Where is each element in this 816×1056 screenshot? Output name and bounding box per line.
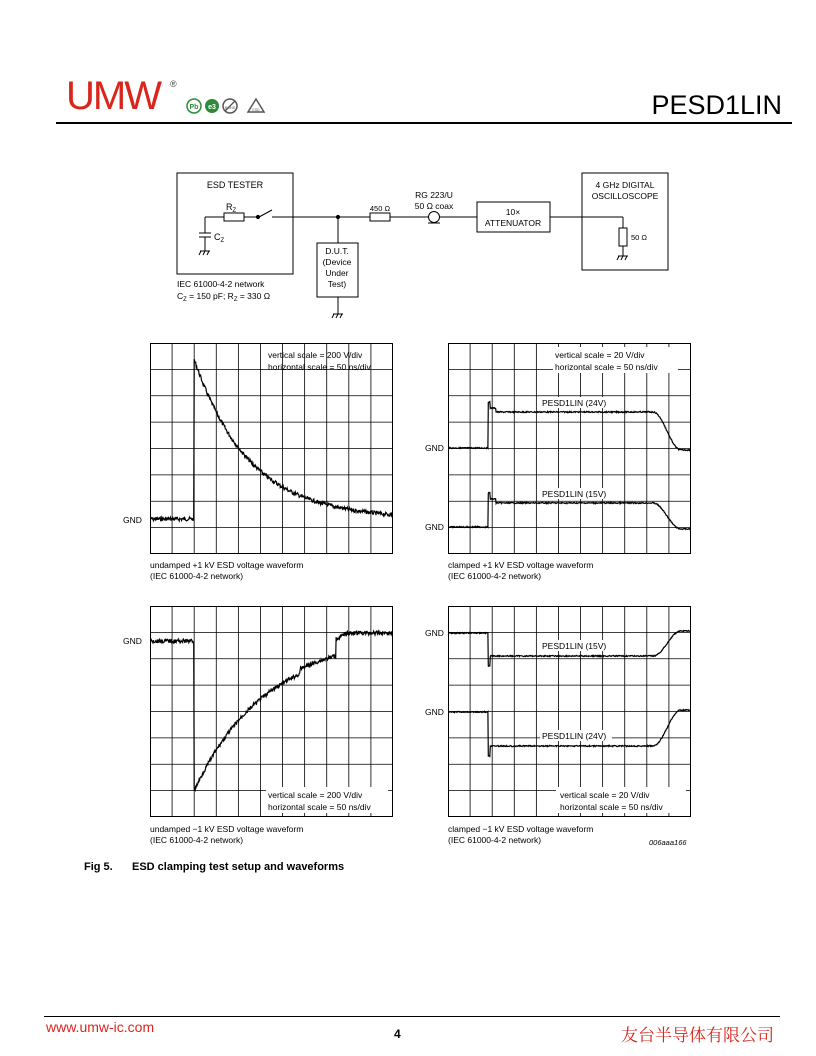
figure-number: Fig 5. — [84, 861, 113, 873]
horizontal-scale: horizontal scale = 50 ns/div — [268, 802, 371, 812]
gnd-label-tr-2: GND — [425, 522, 444, 532]
caption-tl-1: undamped +1 kV ESD voltage waveform — [150, 560, 304, 570]
page-number: 4 — [394, 1027, 401, 1041]
vertical-scale: vertical scale = 20 V/div — [555, 350, 645, 360]
rz-resistor — [224, 213, 244, 221]
esd-tester-label: ESD TESTER — [206, 180, 264, 190]
resistor-450 — [370, 213, 390, 221]
scope-label-1: 4 GHz DIGITAL — [595, 180, 655, 190]
caption-tr-2: (IEC 61000-4-2 network) — [448, 571, 542, 581]
horizontal-scale: horizontal scale = 50 ns/div — [560, 802, 663, 812]
brand-logo: UMW — [66, 74, 160, 118]
pb-label: Pb — [189, 104, 199, 111]
figure-title: ESD clamping test setup and waveforms — [132, 861, 345, 873]
waveform-trace — [150, 359, 393, 521]
scope-label-2: OSCILLOSCOPE — [591, 191, 659, 201]
coax-connector — [429, 212, 440, 223]
plot-undamped-positive — [150, 343, 393, 554]
plot-grid — [150, 606, 393, 817]
footer-divider — [44, 1016, 780, 1017]
dut-label-3: Under — [325, 268, 349, 278]
attenuator-label-2: ATTENUATOR — [484, 218, 542, 228]
plot-clamped-positive — [448, 343, 691, 554]
discharge-switch — [259, 210, 272, 217]
vertical-scale: vertical scale = 20 V/div — [560, 790, 650, 800]
resistor-450-label: 450 Ω — [369, 204, 391, 213]
horizontal-scale: horizontal scale = 50 ns/div — [268, 362, 371, 372]
rz-label: $R_Z$ — [226, 202, 237, 214]
registered-mark: ® — [170, 79, 177, 89]
caption-br-1: clamped −1 kV ESD voltage waveform — [448, 824, 594, 834]
part-number: PESD1LIN — [651, 90, 782, 120]
trace-label-15v: PESD1LIN (15V) — [542, 489, 607, 499]
gnd-label-tl: GND — [123, 515, 142, 525]
caption-bl-1: undamped −1 kV ESD voltage waveform — [150, 824, 304, 834]
caption-tr-1: clamped +1 kV ESD voltage waveform — [448, 560, 594, 570]
cz-label: $C_Z$ — [214, 232, 225, 244]
dut-label-4: Test) — [327, 279, 347, 289]
trace-label-24v: PESD1LIN (24V) — [542, 731, 607, 741]
coax-label-2: 50 Ω coax — [414, 201, 454, 211]
network-line-1: IEC 61000-4-2 network — [177, 279, 265, 289]
trace-label-24v: PESD1LIN (24V) — [542, 398, 607, 408]
caption-bl-2: (IEC 61000-4-2 network) — [150, 835, 244, 845]
e3-label: e3 — [208, 104, 216, 111]
horizontal-scale: horizontal scale = 50 ns/div — [555, 362, 658, 372]
gnd-label-tr-1: GND — [425, 443, 444, 453]
waveform-trace — [150, 631, 393, 790]
rohs-label: RoHS — [224, 105, 236, 110]
gnd-label-br-1: GND — [425, 628, 444, 638]
dut-label-1: D.U.T. — [325, 246, 349, 256]
dut-label-2: (Device — [322, 257, 352, 267]
caption-tl-2: (IEC 61000-4-2 network) — [150, 571, 244, 581]
vertical-scale: vertical scale = 200 V/div — [268, 350, 363, 360]
caption-br-2: (IEC 61000-4-2 network) — [448, 835, 542, 845]
website-link[interactable]: www.umw-ic.com — [46, 1019, 155, 1035]
figure-code: 006aaa166 — [649, 838, 687, 847]
resistor-50-label: 50 Ω — [631, 233, 648, 242]
company-name: 友台半导体有限公司 — [621, 1026, 774, 1046]
gnd-label-br-2: GND — [425, 707, 444, 717]
plot-undamped-negative — [150, 606, 393, 817]
attenuator-label-1: 10× — [505, 207, 521, 217]
plot-clamped-negative — [448, 606, 691, 817]
esd-test-setup-schematic — [0, 0, 816, 330]
figure-caption — [84, 861, 344, 873]
plot-grid — [150, 343, 393, 554]
vertical-scale: vertical scale = 200 V/div — [268, 790, 363, 800]
esd-label: ESD — [252, 108, 260, 112]
gnd-label-bl: GND — [123, 636, 142, 646]
trace-label-15v: PESD1LIN (15V) — [542, 641, 607, 651]
coax-label-1: RG 223/U — [415, 190, 453, 200]
resistor-50 — [619, 228, 627, 246]
network-line-2: $C_Z = 150$ pF; $R_Z = 330$ Ω — [177, 291, 271, 303]
waveform-trace-24v — [448, 402, 691, 451]
